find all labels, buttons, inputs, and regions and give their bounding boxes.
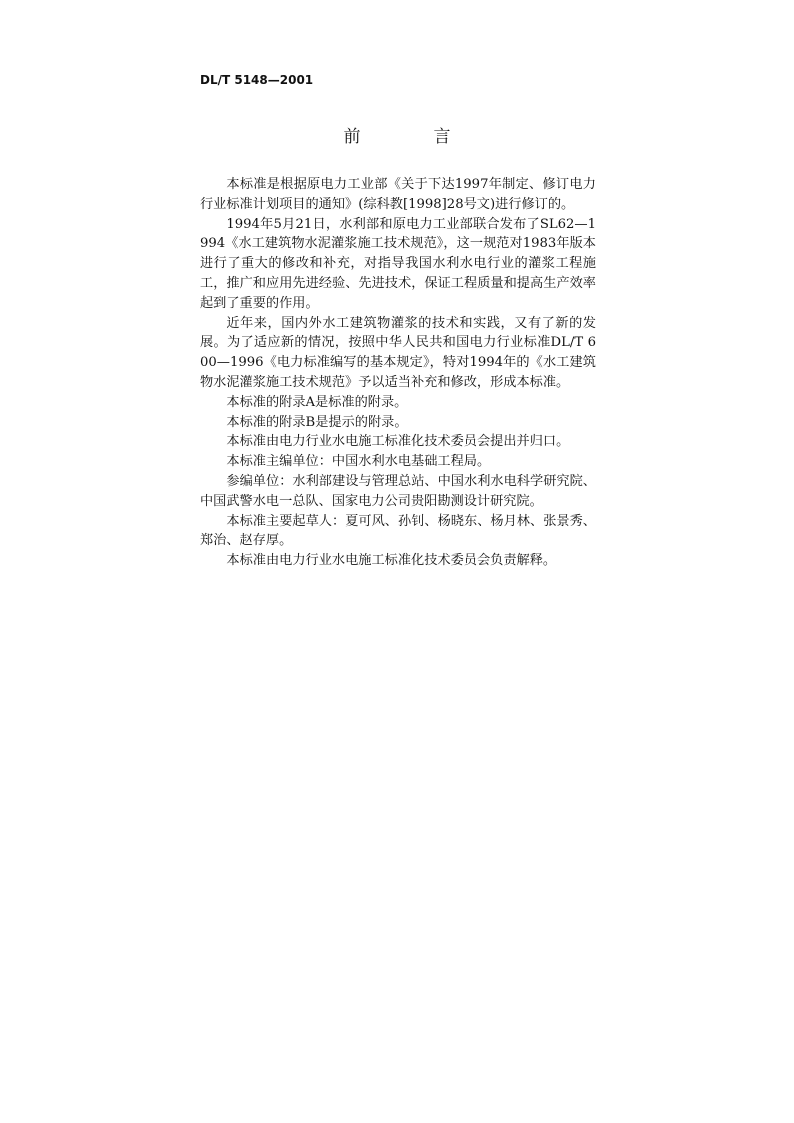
paragraph-participants: 参编单位：水利部建设与管理总站、中国水利水电科学研究院、中国武警水电一总队、国家电力公司贵阳勘测设计研究院。 [200,473,596,509]
preface-body [200,175,596,571]
paragraph-appendix-b: 本标准的附录B是提示的附录。 [226,414,408,430]
paragraph-revision: 近年来，国内外水工建筑物灌浆的技术和实践，又有了新的发展。为了适应新的情况，按照中华人民共和国电力行业标准DL/T 600—1996《电力标准编写的基本规定》，特对1994年的《水工建筑物水泥灌浆施工技术规范》予以适当补充和修改，形成本标准。 [200,315,596,390]
paragraph-interpretation: 本标准由电力行业水电施工标准化技术委员会负责解释。 [226,553,557,569]
paragraph-basis: 本标准是根据原电力工业部《关于下达1997年制定、修订电力行业标准计划项目的通知》(综科教[1998]28号文)进行修订的。 [200,177,596,212]
paragraph-history: 1994年5月21日，水利部和原电力工业部联合发布了SL62—1994《水工建筑物水泥灌浆施工技术规范》，这一规范对1983年版本进行了重大的修改和补充，对指导我国水利水电行业的灌浆工程施工，推广和应用先进经验、先进技术，保证工程质量和提高生产效率起到了重要的作用。 [200,216,596,311]
paragraph-drafters: 本标准主要起草人：夏可风、孙钊、杨晓东、杨月林、张景秀、郑治、赵存厚。 [200,513,596,549]
standard-code: DL/T 5148—2001 [200,73,314,87]
paragraph-chief-editor: 本标准主编单位：中国水利水电基础工程局。 [226,454,491,470]
page-title: 前 言 [343,127,479,147]
paragraph-appendix-a: 本标准的附录A是标准的附录。 [226,394,408,410]
paragraph-proposer: 本标准由电力行业水电施工标准化技术委员会提出并归口。 [226,434,570,450]
